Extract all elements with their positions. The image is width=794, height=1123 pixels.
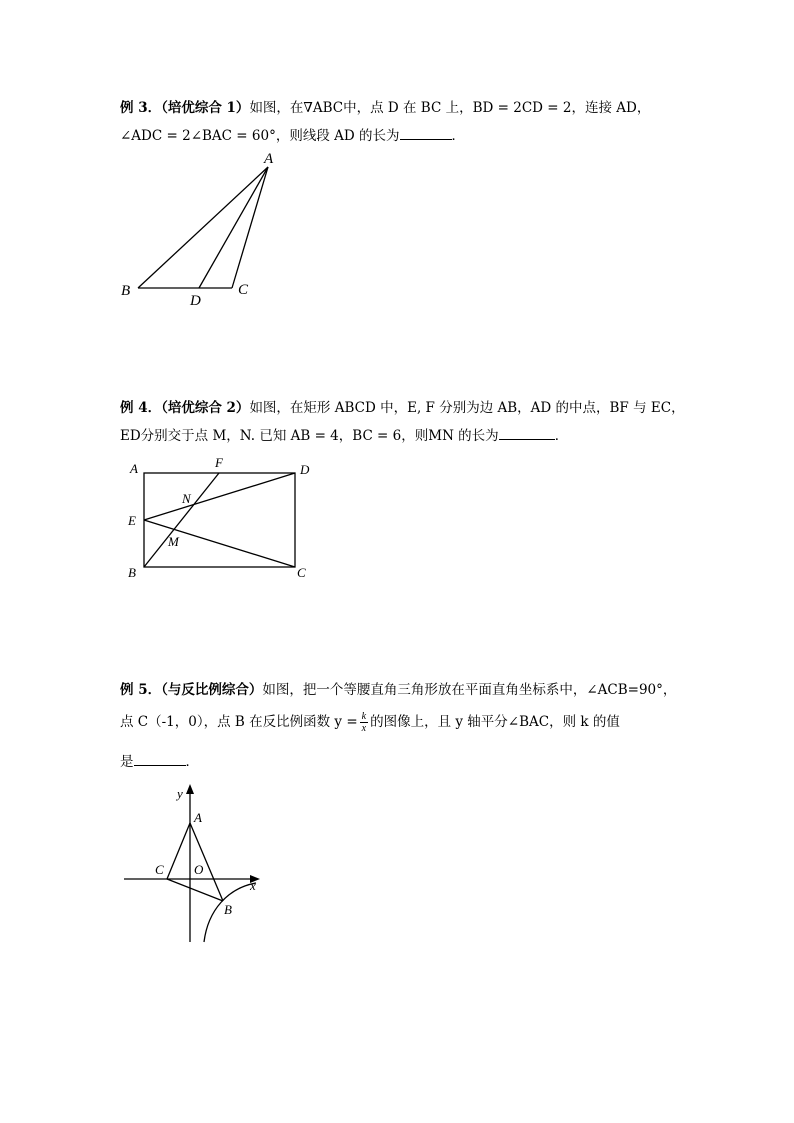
ex3-text1: 如图，在∇ABC中，点 D 在 BC 上，BD = 2CD = 2，连接 AD， [249, 100, 651, 116]
ex3-tag: （培优综合 1） [161, 100, 250, 116]
ex4-label: 例 4． [120, 400, 162, 416]
ex4-label-b: B [128, 565, 136, 580]
ex3-label-a: A [264, 151, 274, 167]
ex4-label-d: D [300, 462, 310, 477]
ex3-figure [110, 145, 290, 315]
ex5-fraction [360, 711, 368, 734]
ex4-label-n: N [182, 491, 191, 506]
ex3-label-d: D [190, 293, 201, 309]
ex5-line3 [120, 750, 199, 770]
ex3-label-c: C [238, 282, 249, 298]
ex3-text2: ∠ADC = 2∠BAC = 60°，则线段 AD 的长为 [120, 128, 400, 144]
ex5-label: 例 5． [120, 682, 162, 698]
ex3-label-b: B [121, 283, 131, 299]
ex4-tag: （培优综合 2） [161, 400, 250, 416]
ex5-line1 [120, 678, 676, 698]
ex5-label-x: x [250, 878, 256, 893]
ex5-label-c: C [155, 862, 164, 877]
ex5-y-arrow [186, 784, 194, 794]
ex3-seg-ab [138, 167, 268, 288]
ex3-line1 [120, 96, 650, 116]
ex3-label: 例 3． [120, 100, 162, 116]
ex4-text2: ED分别交于点 M，N. 已知 AB = 4，BC = 6，则MN 的长为 [120, 428, 499, 444]
ex4-rect-abcd [144, 473, 295, 567]
ex3-line2 [120, 124, 465, 144]
ex5-label-a: A [194, 810, 202, 825]
ex4-label-e: E [128, 513, 136, 528]
ex5-seg-ac [167, 823, 190, 879]
ex4-answer-blank[interactable] [499, 426, 555, 440]
ex5-line2 [120, 710, 620, 734]
ex5-label-y: y [177, 786, 183, 801]
ex5-figure [120, 780, 280, 950]
ex4-seg-ec [144, 520, 295, 567]
ex5-end: ． [185, 754, 199, 770]
ex4-line2 [120, 424, 568, 444]
ex4-line1 [120, 396, 685, 416]
ex4-label-c: C [297, 565, 306, 580]
ex5-frac-num: k [361, 711, 367, 722]
ex4-text1: 如图，在矩形 ABCD 中，E, F 分别为边 AB，AD 的中点，BF 与 EC， [249, 400, 685, 416]
ex5-text2b: 的图像上，且 y 轴平分∠BAC，则 k 的值 [370, 714, 620, 730]
ex4-label-a: A [130, 461, 138, 476]
ex4-end: ． [554, 428, 569, 444]
ex5-tag: （与反比例综合） [161, 682, 263, 698]
ex4-seg-ed [144, 473, 295, 520]
ex3-answer-blank[interactable] [400, 126, 452, 140]
ex4-label-m: M [168, 534, 179, 549]
ex3-seg-ad [199, 167, 268, 288]
ex3-end: ． [451, 128, 465, 144]
ex5-text2a: 点 C（-1，0），点 B 在反比例函数 y = [120, 714, 358, 730]
ex4-figure [120, 450, 320, 590]
ex4-label-f: F [215, 455, 223, 470]
ex5-label-b: B [224, 902, 232, 917]
ex3-seg-ac [232, 167, 268, 288]
ex5-text1: 如图，把一个等腰直角三角形放在平面直角坐标系中，∠ACB=90°， [262, 682, 677, 698]
ex5-frac-den: x [361, 723, 367, 734]
ex5-answer-blank[interactable] [134, 752, 186, 766]
ex4-seg-bf [144, 473, 219, 567]
ex5-text3: 是 [120, 754, 134, 770]
ex5-label-o: O [194, 862, 204, 877]
